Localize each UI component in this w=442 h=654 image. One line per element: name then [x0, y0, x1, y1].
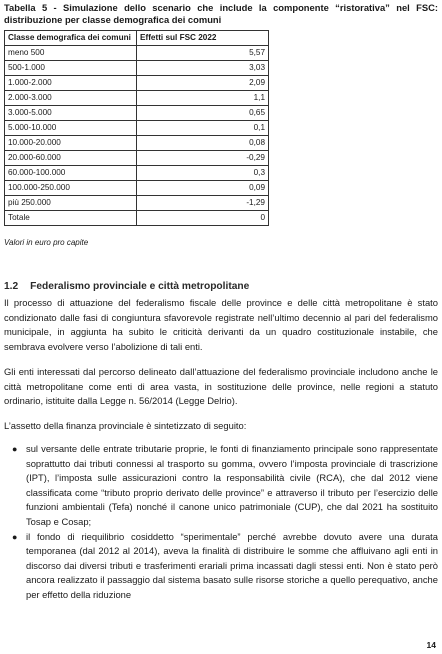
- bullet-icon: ●: [12, 444, 18, 454]
- table-note: Valori in euro pro capite: [4, 238, 89, 247]
- column-header-class: Classe demografica dei comuni: [5, 31, 137, 46]
- cell-value: 5,57: [137, 46, 269, 61]
- cell-class: 1.000-2.000: [5, 76, 137, 91]
- cell-value: -1,29: [137, 196, 269, 211]
- table-row: [5, 76, 269, 91]
- cell-value: 3,03: [137, 61, 269, 76]
- page-number: 14: [426, 640, 436, 650]
- paragraph: Il processo di attuazione del federalismo fiscale delle province e delle città metropolitane è stato condizionato dalle fasi di congiuntura sfavorevole registrate nell’ultimo decennio al pari del federalismo municipale, in aggiunta ha subito le criticità derivanti da un quadro costituzionale instabile, che sembrava evolvere verso l’abolizione di tali enti.: [4, 297, 438, 352]
- cell-value: -0,29: [137, 151, 269, 166]
- cell-value: 0,1: [137, 121, 269, 136]
- bullet-list: [4, 442, 438, 603]
- data-table: [4, 30, 269, 226]
- cell-class: 10.000-20.000: [5, 136, 137, 151]
- table-row: [5, 151, 269, 166]
- table-row: [5, 91, 269, 106]
- table-caption: Tabella 5 - Simulazione dello scenario che include la componente “ristorativa” nel FSC: distribuzione per classe demografica dei comuni: [4, 2, 438, 25]
- cell-class: Totale: [5, 211, 137, 226]
- cell-class: 2.000-3.000: [5, 91, 137, 106]
- cell-value: 1,1: [137, 91, 269, 106]
- table-row: [5, 106, 269, 121]
- cell-class: 5.000-10.000: [5, 121, 137, 136]
- bullet-icon: ●: [12, 531, 18, 542]
- cell-value: 0,09: [137, 181, 269, 196]
- cell-class: meno 500: [5, 46, 137, 61]
- cell-value: 0,3: [137, 166, 269, 181]
- cell-class: più 250.000: [5, 196, 137, 211]
- table-row: [5, 61, 269, 76]
- cell-value: 0: [137, 211, 269, 226]
- cell-class: 500-1.000: [5, 61, 137, 76]
- table-row: [5, 46, 269, 61]
- table-header-row: [5, 31, 269, 46]
- table-row: [5, 121, 269, 136]
- cell-class: 3.000-5.000: [5, 106, 137, 121]
- cell-class: 100.000-250.000: [5, 181, 137, 196]
- paragraph: L’assetto della finanza provinciale è sintetizzato di seguito:: [4, 420, 247, 431]
- list-item-text: il fondo di riequilibrio cosiddetto “sperimentale” perché avrebbe dovuto avere una durata temporanea (dal 2012 al 2014), aveva la finalità di distribuire le somme che affluivano agli enti in discorso dai diversi tributi e trasferimenti erariali prima incassati dagli stessi enti. Non è stato però ancora realizzato il passaggio dal sistema basato sulle risorse storiche a quello perequativo, anche per effetto della riduzione: [26, 530, 438, 600]
- column-header-effect: Effetti sul FSC 2022: [137, 31, 269, 46]
- list-item: [4, 442, 438, 530]
- section-number: 1.2: [4, 281, 19, 292]
- table-total-row: [5, 211, 269, 226]
- table-row: [5, 136, 269, 151]
- cell-class: 60.000-100.000: [5, 166, 137, 181]
- cell-class: 20.000-60.000: [5, 151, 137, 166]
- section-title-text: Federalismo provinciale e città metropolitane: [30, 281, 250, 292]
- list-item: [4, 530, 438, 603]
- table-row: [5, 181, 269, 196]
- section-heading: [4, 281, 249, 292]
- table-row: [5, 166, 269, 181]
- cell-value: 2,09: [137, 76, 269, 91]
- table-row: [5, 196, 269, 211]
- cell-value: 0,08: [137, 136, 269, 151]
- cell-value: 0,65: [137, 106, 269, 121]
- list-item-text: sul versante delle entrate tributarie proprie, le fonti di finanziamento principale sono rappresentate soprattutto dai tributi connessi al trasporto su gomma, ovvero l’imposta provinciale di trascrizione (IPT), l’imposta sulle assicurazioni contro la responsabilità civile (RCA), che dal 2012 viene classificata come “tributo proprio derivato delle province” e attraverso il tributo per l’esercizio delle funzioni ambientali (Tefa) nonché il canone unico patrimoniale (CUP), che dal 2021 ha sostituito Tosap e Cosap;: [26, 443, 438, 527]
- paragraph: Gli enti interessati dal percorso delineato dall’attuazione del federalismo provinciale includono anche le città metropolitane come enti di area vasta, in sostituzione delle province, nelle regioni a statuto ordinario, istituite dalla Legge n. 56/2014 (Legge Delrio).: [4, 366, 438, 407]
